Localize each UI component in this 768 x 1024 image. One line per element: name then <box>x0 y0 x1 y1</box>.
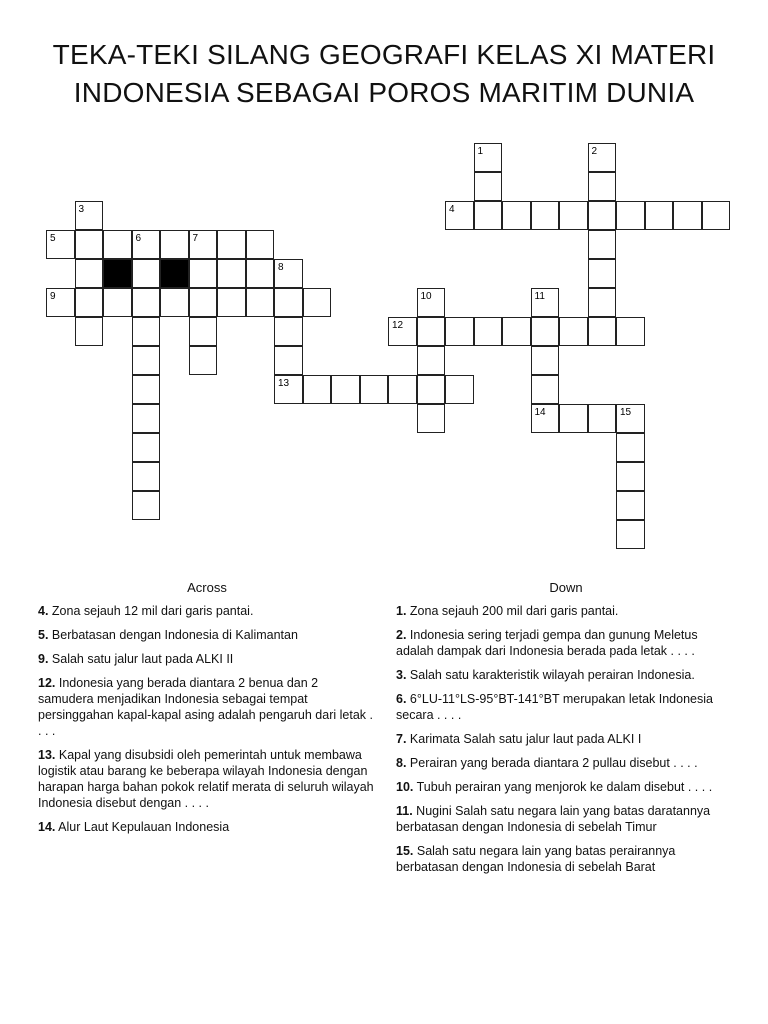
grid-cell[interactable] <box>616 433 645 462</box>
grid-cell[interactable] <box>189 259 218 288</box>
grid-cell[interactable] <box>217 230 246 259</box>
clue-number: 11 <box>534 291 545 302</box>
grid-cell[interactable] <box>417 375 446 404</box>
clue-text: Perairan yang berada diantara 2 pullau disebut . . . . <box>406 756 698 770</box>
grid-cell[interactable] <box>531 375 560 404</box>
grid-cell[interactable] <box>388 317 417 346</box>
grid-cell[interactable] <box>132 462 161 491</box>
grid-cell[interactable] <box>132 317 161 346</box>
grid-cell[interactable] <box>331 375 360 404</box>
across-clue <box>38 819 376 835</box>
grid-cell[interactable] <box>189 317 218 346</box>
grid-cell[interactable] <box>217 259 246 288</box>
blocked-cell <box>103 259 132 288</box>
clue-number: 2 <box>591 146 598 157</box>
clue-number: 7. <box>396 732 407 746</box>
grid-cell[interactable] <box>417 288 446 317</box>
across-clue-list <box>38 603 376 835</box>
grid-cell[interactable] <box>360 375 389 404</box>
grid-cell[interactable] <box>588 288 617 317</box>
clue-text: Salah satu negara lain yang batas perairannya berbatasan dengan Indonesia di sebelah Barat <box>396 844 676 874</box>
grid-cell[interactable] <box>274 317 303 346</box>
down-clue <box>396 803 736 835</box>
clue-text: Nugini Salah satu negara lain yang batas daratannya berbatasan dengan Indonesia di sebelah Timur <box>396 804 711 834</box>
grid-cell[interactable] <box>588 201 617 230</box>
down-clue <box>396 731 736 747</box>
grid-cell[interactable] <box>132 433 161 462</box>
grid-cell[interactable] <box>132 288 161 317</box>
across-clue <box>38 675 376 739</box>
clue-number: 1 <box>477 146 484 157</box>
grid-cell[interactable] <box>616 520 645 549</box>
grid-cell[interactable] <box>502 201 531 230</box>
clue-number: 5. <box>38 628 49 642</box>
clue-number: 14 <box>534 407 546 418</box>
clue-number: 13. <box>38 748 56 762</box>
clue-text: Indonesia sering terjadi gempa dan gunung Meletus adalah dampak dari Indonesia berada pada letak . . . . <box>396 628 698 658</box>
clue-number: 9 <box>50 291 56 302</box>
clue-number: 3. <box>396 668 407 682</box>
grid-cell[interactable] <box>673 201 702 230</box>
clue-text: Zona sejauh 200 mil dari garis pantai. <box>406 604 619 618</box>
grid-cell[interactable] <box>445 375 474 404</box>
grid-cell[interactable] <box>274 375 303 404</box>
clue-number: 4 <box>449 204 455 215</box>
grid-cell[interactable] <box>189 288 218 317</box>
grid-cell[interactable] <box>75 288 104 317</box>
grid-cell[interactable] <box>246 259 275 288</box>
clue-text: Salah satu karakteristik wilayah perairan Indonesia. <box>406 668 695 682</box>
clue-number: 8. <box>396 756 407 770</box>
grid-cell[interactable] <box>645 201 674 230</box>
down-heading: Down <box>549 580 583 595</box>
grid-cell[interactable] <box>616 491 645 520</box>
clue-text: Alur Laut Kepulauan Indonesia <box>55 820 230 834</box>
grid-cell[interactable] <box>559 404 588 433</box>
grid-cell[interactable] <box>46 288 75 317</box>
clue-text: Kapal yang disubsidi oleh pemerintah untuk membawa logistik atau barang ke beberapa wilayah Indonesia dengan harapan harga bahan pokok relatif merata di seluruh wilayah Indonesia disebut dengan . . . . <box>38 748 374 810</box>
down-clue <box>396 691 736 723</box>
grid-cell[interactable] <box>588 404 617 433</box>
grid-cell[interactable] <box>246 288 275 317</box>
grid-cell[interactable] <box>160 230 189 259</box>
clue-text: Zona sejauh 12 mil dari garis pantai. <box>48 604 254 618</box>
grid-cell[interactable] <box>274 259 303 288</box>
clue-number: 13 <box>278 378 290 389</box>
grid-cell[interactable] <box>189 346 218 375</box>
down-clue <box>396 627 736 659</box>
down-clues <box>396 580 736 883</box>
grid-cell[interactable] <box>132 491 161 520</box>
grid-cell[interactable] <box>132 346 161 375</box>
grid-cell[interactable] <box>217 288 246 317</box>
clue-text: 6°LU-11°LS-95°BT-141°BT merupakan letak Indonesia secara . . . . <box>396 692 713 722</box>
grid-cell[interactable] <box>588 172 617 201</box>
clue-number: 15 <box>620 407 632 418</box>
grid-cell[interactable] <box>531 201 560 230</box>
grid-cell[interactable] <box>75 317 104 346</box>
across-clues <box>38 580 376 843</box>
grid-cell[interactable] <box>160 288 189 317</box>
grid-cell[interactable] <box>559 201 588 230</box>
clue-number: 9. <box>38 652 49 666</box>
grid-cell[interactable] <box>588 143 617 172</box>
across-clue <box>38 603 376 619</box>
grid-cell[interactable] <box>474 143 503 172</box>
clue-text: Indonesia yang berada diantara 2 benua dan 2 samudera menjadikan Indonesia sebagai tempat persinggahan kapal-kapal asing adalah pengaruh dari letak . . . . <box>38 676 373 738</box>
grid-cell[interactable] <box>616 201 645 230</box>
clue-number: 6. <box>396 692 407 706</box>
clue-number: 12 <box>392 320 404 331</box>
grid-cell[interactable] <box>75 201 104 230</box>
grid-cell[interactable] <box>132 259 161 288</box>
grid-cell[interactable] <box>417 404 446 433</box>
clue-number: 7 <box>192 233 199 244</box>
clue-number: 14. <box>38 820 56 834</box>
clue-number: 11. <box>396 804 413 818</box>
clue-number: 6 <box>135 233 142 244</box>
blocked-cell <box>160 259 189 288</box>
across-heading: Across <box>187 580 227 595</box>
grid-cell[interactable] <box>132 230 161 259</box>
down-clue <box>396 603 736 619</box>
grid-cell[interactable] <box>588 317 617 346</box>
grid-cell[interactable] <box>531 346 560 375</box>
grid-cell[interactable] <box>75 230 104 259</box>
title-line-1: TEKA-TEKI SILANG GEOGRAFI KELAS XI MATERI <box>52 39 716 70</box>
clue-number: 4. <box>38 604 49 618</box>
grid-cell[interactable] <box>132 404 161 433</box>
grid-cell[interactable] <box>616 317 645 346</box>
clue-number: 5 <box>50 233 56 244</box>
grid-cell[interactable] <box>474 201 503 230</box>
grid-cell[interactable] <box>531 288 560 317</box>
grid-cell[interactable] <box>75 259 104 288</box>
clue-number: 15. <box>396 844 414 858</box>
grid-cell[interactable] <box>246 230 275 259</box>
clue-number: 3 <box>78 204 85 215</box>
grid-cell[interactable] <box>531 317 560 346</box>
grid-cell[interactable] <box>303 288 332 317</box>
grid-cell[interactable] <box>588 230 617 259</box>
grid-cell[interactable] <box>616 404 645 433</box>
clue-text: Karimata Salah satu jalur laut pada ALKI I <box>406 732 642 746</box>
clue-text: Berbatasan dengan Indonesia di Kalimantan <box>48 628 298 642</box>
clue-number: 10 <box>420 291 432 302</box>
grid-cell[interactable] <box>445 201 474 230</box>
title-line-2: INDONESIA SEBAGAI POROS MARITIM DUNIA <box>73 77 695 108</box>
down-clue <box>396 843 736 875</box>
grid-cell[interactable] <box>702 201 731 230</box>
grid-cell[interactable] <box>474 317 503 346</box>
grid-cell[interactable] <box>303 375 332 404</box>
down-clue <box>396 667 736 683</box>
clue-number: 10. <box>396 780 414 794</box>
grid-cell[interactable] <box>46 230 75 259</box>
grid-cell[interactable] <box>388 375 417 404</box>
grid-cell[interactable] <box>274 288 303 317</box>
across-clue <box>38 627 376 643</box>
grid-cell[interactable] <box>189 230 218 259</box>
grid-cell[interactable] <box>132 375 161 404</box>
across-clue <box>38 651 376 667</box>
grid-cell[interactable] <box>103 230 132 259</box>
grid-cell[interactable] <box>474 172 503 201</box>
down-clue-list <box>396 603 736 875</box>
grid-cell[interactable] <box>502 317 531 346</box>
grid-cell[interactable] <box>616 462 645 491</box>
clue-number: 2. <box>396 628 407 642</box>
grid-cell[interactable] <box>445 317 474 346</box>
clue-text: Tubuh perairan yang menjorok ke dalam disebut . . . . <box>413 780 713 794</box>
grid-cell[interactable] <box>588 259 617 288</box>
clue-number: 8 <box>278 262 284 273</box>
down-clue <box>396 755 736 771</box>
grid-cell[interactable] <box>559 317 588 346</box>
grid-cell[interactable] <box>274 346 303 375</box>
clue-text: Salah satu jalur laut pada ALKI II <box>48 652 234 666</box>
grid-cell[interactable] <box>103 288 132 317</box>
grid-cell[interactable] <box>417 317 446 346</box>
grid-cell[interactable] <box>531 404 560 433</box>
across-clue <box>38 747 376 811</box>
clue-number: 12. <box>38 676 56 690</box>
clue-number: 1. <box>396 604 407 618</box>
grid-cell[interactable] <box>417 346 446 375</box>
down-clue <box>396 779 736 795</box>
